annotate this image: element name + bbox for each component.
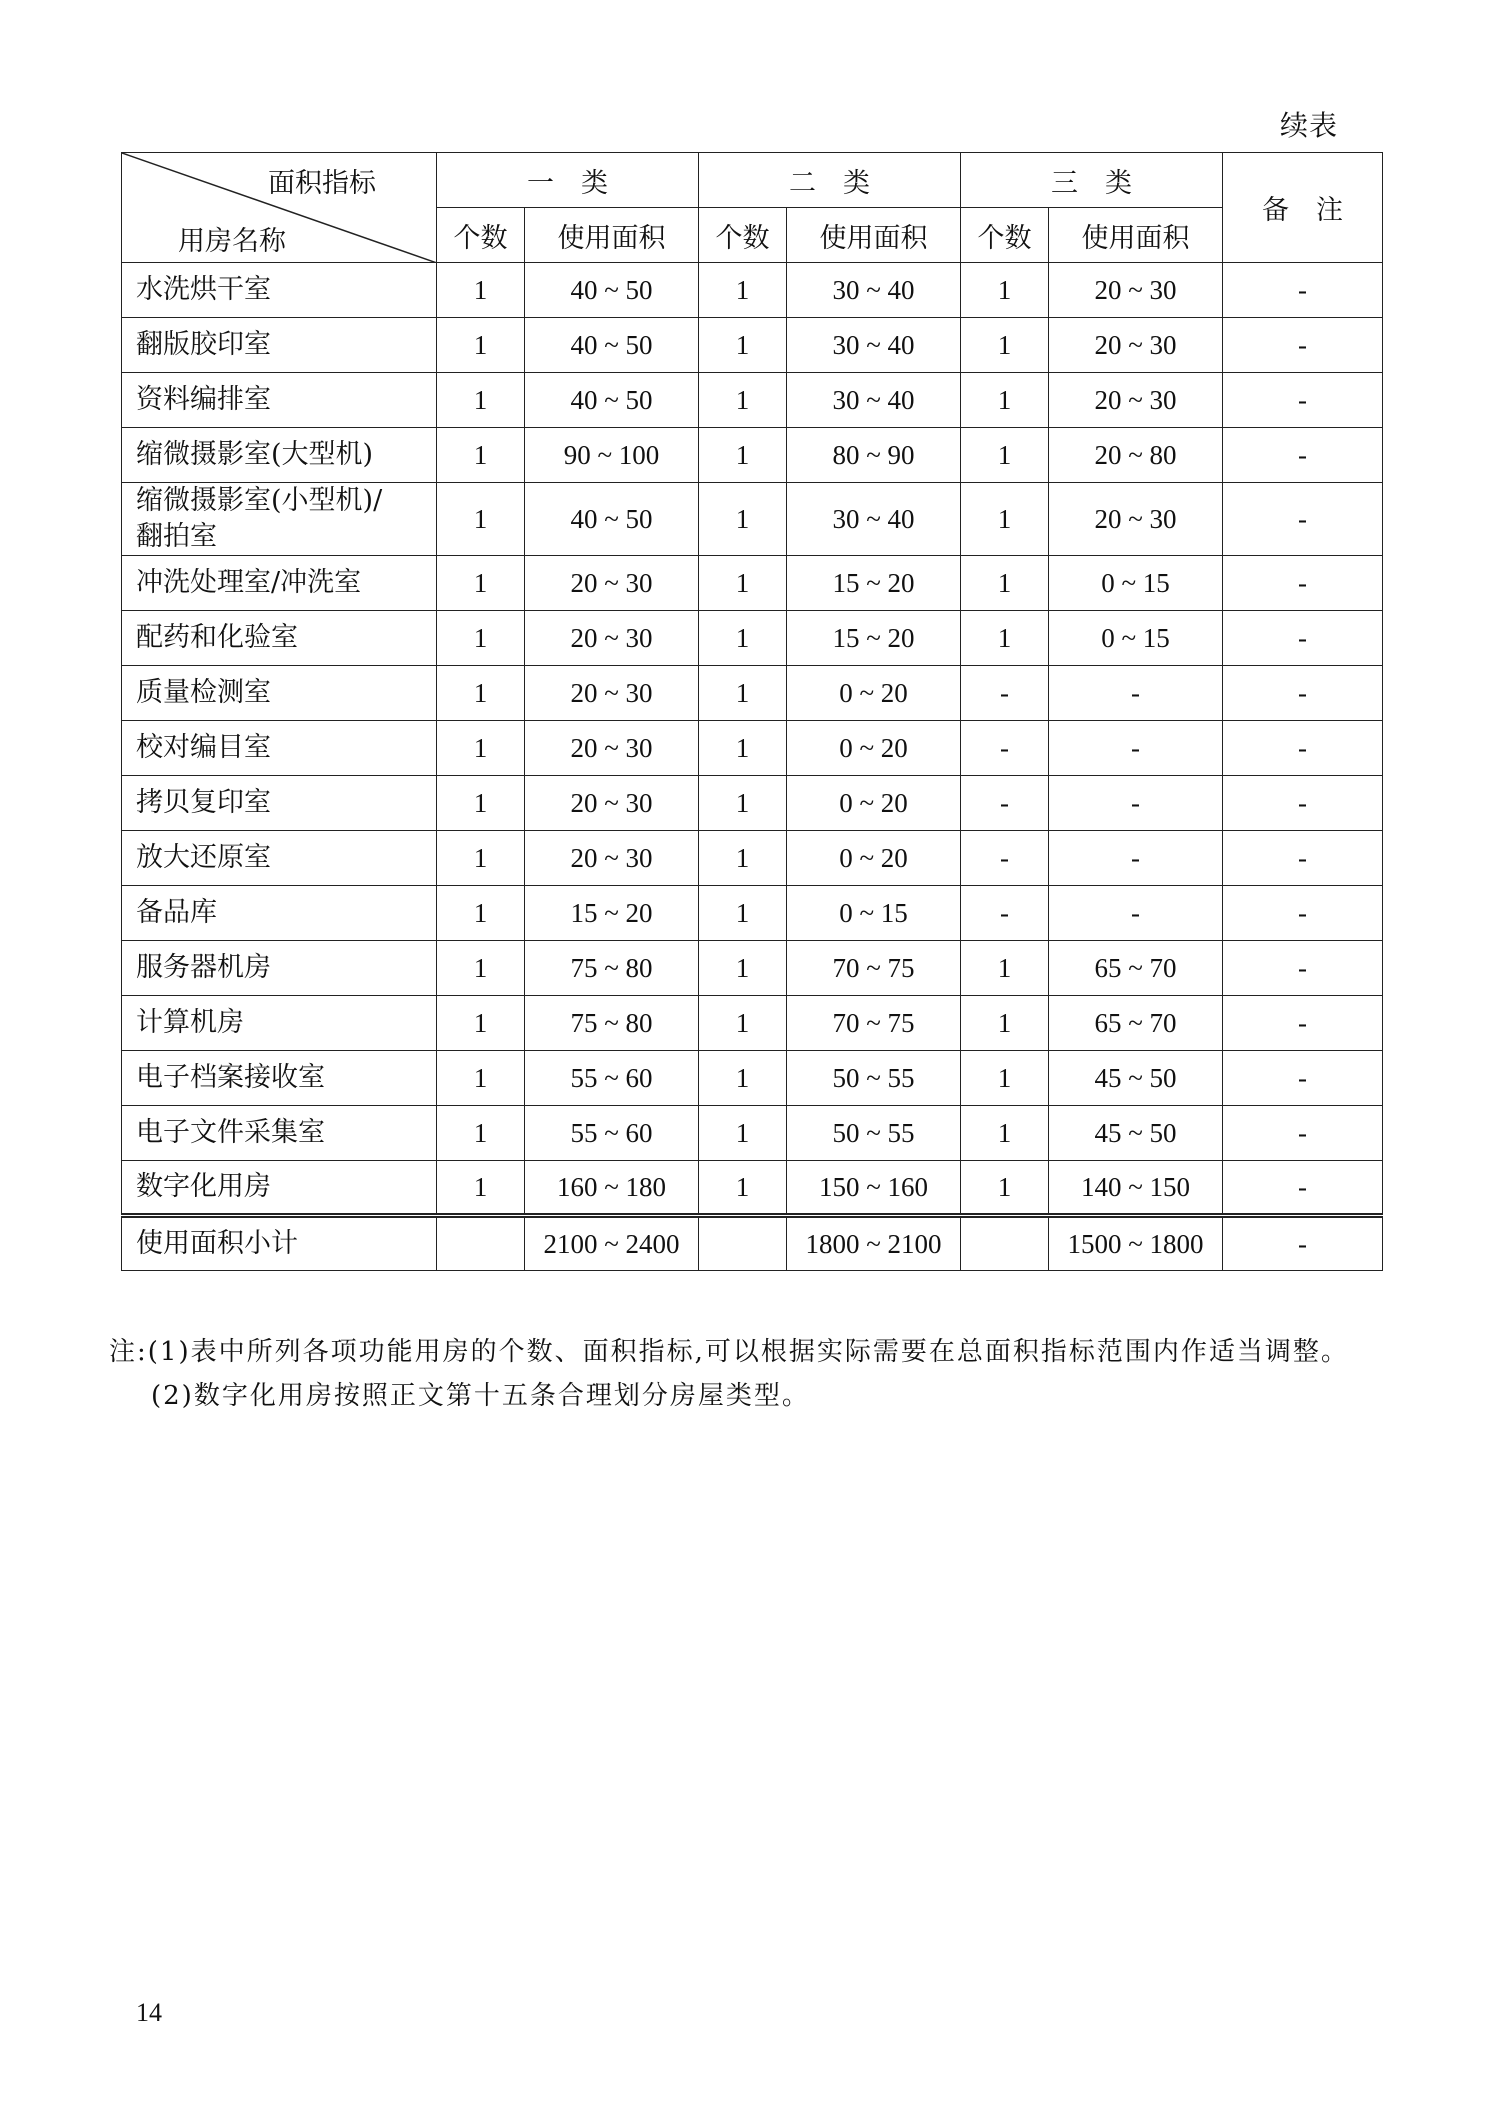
room-name: 放大还原室 xyxy=(136,842,271,873)
class1-area: 90 ~ 100 xyxy=(525,428,699,483)
class2-count: 1 xyxy=(699,941,787,996)
remarks-cell: - xyxy=(1223,263,1383,318)
class3-count: - xyxy=(961,776,1049,831)
room-name-cell xyxy=(122,721,437,776)
class3-area: 20 ~ 30 xyxy=(1049,483,1223,556)
class1-count: 1 xyxy=(437,776,525,831)
room-name-cell xyxy=(122,483,437,556)
class2-area: 0 ~ 20 xyxy=(787,831,961,886)
class3-area: 65 ~ 70 xyxy=(1049,941,1223,996)
class2-area: 30 ~ 40 xyxy=(787,483,961,556)
class2-area: 1800 ~ 2100 xyxy=(787,1216,961,1271)
room-name-cell xyxy=(122,886,437,941)
class3-area: 45 ~ 50 xyxy=(1049,1051,1223,1106)
class1-count: 1 xyxy=(437,1161,525,1216)
class1-count: 1 xyxy=(437,666,525,721)
table-row xyxy=(122,1161,1383,1216)
class2-count: 1 xyxy=(699,483,787,556)
area-standard-table xyxy=(121,152,1383,1271)
class3-area: 20 ~ 30 xyxy=(1049,318,1223,373)
remarks-cell: - xyxy=(1223,776,1383,831)
header-class-3: 三 类 xyxy=(961,153,1223,208)
room-name: 水洗烘干室 xyxy=(136,274,271,305)
class1-area: 55 ~ 60 xyxy=(525,1106,699,1161)
table-row xyxy=(122,263,1383,318)
class1-count: 1 xyxy=(437,721,525,776)
class3-area: - xyxy=(1049,776,1223,831)
class2-area: 80 ~ 90 xyxy=(787,428,961,483)
header-area: 使用面积 xyxy=(525,208,699,263)
class2-count: 1 xyxy=(699,1161,787,1216)
room-name-cell xyxy=(122,1051,437,1106)
table-row xyxy=(122,666,1383,721)
class1-count: 1 xyxy=(437,373,525,428)
table-notes xyxy=(109,1330,1409,1418)
remarks-cell: - xyxy=(1223,1051,1383,1106)
room-name: 资料编排室 xyxy=(136,384,271,415)
class1-count: 1 xyxy=(437,996,525,1051)
class1-area: 20 ~ 30 xyxy=(525,666,699,721)
table-row xyxy=(122,428,1383,483)
header-row-1 xyxy=(122,153,1383,208)
class2-area: 30 ~ 40 xyxy=(787,373,961,428)
class2-area: 0 ~ 20 xyxy=(787,776,961,831)
table-row xyxy=(122,941,1383,996)
class1-area: 15 ~ 20 xyxy=(525,886,699,941)
header-area-index: 面积指标 xyxy=(268,168,376,199)
note-1: 注:(1)表中所列各项功能用房的个数、面积指标,可以根据实际需要在总面积指标范围内作适当调整。 xyxy=(109,1337,1349,1367)
remarks-cell: - xyxy=(1223,941,1383,996)
table-row xyxy=(122,721,1383,776)
room-name-cell xyxy=(122,831,437,886)
room-name-cell xyxy=(122,373,437,428)
room-name: 备品库 xyxy=(136,897,217,928)
header-count: 个数 xyxy=(699,208,787,263)
class1-area: 55 ~ 60 xyxy=(525,1051,699,1106)
header-class-1: 一 类 xyxy=(437,153,699,208)
class1-count: 1 xyxy=(437,318,525,373)
room-name: 校对编目室 xyxy=(136,732,271,763)
class3-area: - xyxy=(1049,831,1223,886)
class3-count: 1 xyxy=(961,483,1049,556)
class1-count: 1 xyxy=(437,263,525,318)
class1-area: 20 ~ 30 xyxy=(525,611,699,666)
table-row xyxy=(122,1106,1383,1161)
page-number: 14 xyxy=(136,1998,162,2027)
class3-area: 65 ~ 70 xyxy=(1049,996,1223,1051)
class2-count xyxy=(699,1216,787,1271)
table-row xyxy=(122,996,1383,1051)
class3-count: 1 xyxy=(961,1161,1049,1216)
class3-count: - xyxy=(961,666,1049,721)
diagonal-header-cell xyxy=(122,153,437,263)
class2-count: 1 xyxy=(699,666,787,721)
room-name: 翻版胶印室 xyxy=(136,329,271,360)
remarks-cell: - xyxy=(1223,428,1383,483)
class2-area: 15 ~ 20 xyxy=(787,611,961,666)
class1-count xyxy=(437,1216,525,1271)
class2-count: 1 xyxy=(699,556,787,611)
class2-area: 0 ~ 20 xyxy=(787,666,961,721)
class3-count: 1 xyxy=(961,263,1049,318)
class3-count xyxy=(961,1216,1049,1271)
class3-count: 1 xyxy=(961,556,1049,611)
remarks-cell: - xyxy=(1223,886,1383,941)
remarks-cell: - xyxy=(1223,666,1383,721)
class3-area: 20 ~ 80 xyxy=(1049,428,1223,483)
room-name-cell xyxy=(122,776,437,831)
class1-area: 40 ~ 50 xyxy=(525,373,699,428)
class3-area: - xyxy=(1049,666,1223,721)
table-row xyxy=(122,886,1383,941)
class1-area: 20 ~ 30 xyxy=(525,831,699,886)
room-name: 冲洗处理室/冲洗室 xyxy=(136,567,362,598)
remarks-cell: - xyxy=(1223,1216,1383,1271)
remarks-cell: - xyxy=(1223,373,1383,428)
remarks-cell: - xyxy=(1223,556,1383,611)
class2-count: 1 xyxy=(699,428,787,483)
room-name: 服务器机房 xyxy=(136,952,271,983)
class2-count: 1 xyxy=(699,831,787,886)
room-name-cell xyxy=(122,1106,437,1161)
class3-area: 1500 ~ 1800 xyxy=(1049,1216,1223,1271)
room-name: 拷贝复印室 xyxy=(136,787,271,818)
class2-count: 1 xyxy=(699,996,787,1051)
room-name: 缩微摄影室(大型机) xyxy=(136,439,374,470)
room-name-cell xyxy=(122,1161,437,1216)
class2-count: 1 xyxy=(699,1051,787,1106)
table-row xyxy=(122,318,1383,373)
remarks-cell: - xyxy=(1223,318,1383,373)
class3-count: 1 xyxy=(961,1051,1049,1106)
table-row xyxy=(122,373,1383,428)
room-name: 配药和化验室 xyxy=(136,622,298,653)
class3-count: 1 xyxy=(961,996,1049,1051)
class1-count: 1 xyxy=(437,428,525,483)
class2-count: 1 xyxy=(699,776,787,831)
class1-count: 1 xyxy=(437,611,525,666)
class2-area: 50 ~ 55 xyxy=(787,1106,961,1161)
room-name-cell xyxy=(122,941,437,996)
class3-count: 1 xyxy=(961,318,1049,373)
header-count: 个数 xyxy=(961,208,1049,263)
class2-count: 1 xyxy=(699,318,787,373)
room-name-line-2: 翻拍室 xyxy=(136,521,217,552)
class3-area: 0 ~ 15 xyxy=(1049,556,1223,611)
room-name-cell xyxy=(122,611,437,666)
remarks-cell: - xyxy=(1223,721,1383,776)
room-name-cell xyxy=(122,263,437,318)
class3-area: 45 ~ 50 xyxy=(1049,1106,1223,1161)
table-row xyxy=(122,556,1383,611)
header-remarks: 备 注 xyxy=(1223,153,1383,263)
class3-count: 1 xyxy=(961,611,1049,666)
class2-area: 0 ~ 20 xyxy=(787,721,961,776)
class1-count: 1 xyxy=(437,483,525,556)
class1-count: 1 xyxy=(437,1106,525,1161)
class2-count: 1 xyxy=(699,611,787,666)
class2-area: 150 ~ 160 xyxy=(787,1161,961,1216)
class3-count: - xyxy=(961,886,1049,941)
class2-count: 1 xyxy=(699,373,787,428)
class3-count: 1 xyxy=(961,373,1049,428)
room-name-cell xyxy=(122,996,437,1051)
class2-count: 1 xyxy=(699,721,787,776)
room-name-cell xyxy=(122,428,437,483)
remarks-cell: - xyxy=(1223,831,1383,886)
remarks-cell: - xyxy=(1223,1161,1383,1216)
class2-area: 70 ~ 75 xyxy=(787,996,961,1051)
class3-count: 1 xyxy=(961,941,1049,996)
room-name-cell xyxy=(122,666,437,721)
class3-area: 140 ~ 150 xyxy=(1049,1161,1223,1216)
room-name-cell xyxy=(122,556,437,611)
class1-area: 40 ~ 50 xyxy=(525,318,699,373)
class2-area: 30 ~ 40 xyxy=(787,318,961,373)
class1-area: 160 ~ 180 xyxy=(525,1161,699,1216)
class3-area: 0 ~ 15 xyxy=(1049,611,1223,666)
header-room-name: 用房名称 xyxy=(178,226,286,257)
table-row xyxy=(122,611,1383,666)
class1-count: 1 xyxy=(437,886,525,941)
remarks-cell: - xyxy=(1223,611,1383,666)
table-row xyxy=(122,776,1383,831)
room-name: 电子文件采集室 xyxy=(136,1117,325,1148)
class2-count: 1 xyxy=(699,263,787,318)
room-name: 使用面积小计 xyxy=(136,1228,298,1259)
table-row xyxy=(122,831,1383,886)
class1-count: 1 xyxy=(437,556,525,611)
class3-count: 1 xyxy=(961,428,1049,483)
room-name-cell xyxy=(122,1216,437,1271)
class1-count: 1 xyxy=(437,1051,525,1106)
remarks-cell: - xyxy=(1223,1106,1383,1161)
class2-area: 70 ~ 75 xyxy=(787,941,961,996)
room-name: 质量检测室 xyxy=(136,677,271,708)
note-2: (2)数字化用房按照正文第十五条合理划分房屋类型。 xyxy=(151,1381,810,1411)
class2-area: 15 ~ 20 xyxy=(787,556,961,611)
class1-area: 75 ~ 80 xyxy=(525,996,699,1051)
header-count: 个数 xyxy=(437,208,525,263)
room-name: 电子档案接收室 xyxy=(136,1062,325,1093)
table-row xyxy=(122,1051,1383,1106)
table-row xyxy=(122,483,1383,556)
header-area: 使用面积 xyxy=(787,208,961,263)
class1-count: 1 xyxy=(437,941,525,996)
class3-area: - xyxy=(1049,886,1223,941)
room-name: 数字化用房 xyxy=(136,1171,271,1202)
room-name-cell xyxy=(122,318,437,373)
remarks-cell: - xyxy=(1223,483,1383,556)
class3-count: 1 xyxy=(961,1106,1049,1161)
class3-area: 20 ~ 30 xyxy=(1049,373,1223,428)
class3-count: - xyxy=(961,831,1049,886)
remarks-cell: - xyxy=(1223,996,1383,1051)
class1-area: 20 ~ 30 xyxy=(525,721,699,776)
class1-area: 40 ~ 50 xyxy=(525,483,699,556)
continued-label: 续表 xyxy=(1279,109,1338,142)
class1-area: 40 ~ 50 xyxy=(525,263,699,318)
header-class-2: 二 类 xyxy=(699,153,961,208)
class3-area: - xyxy=(1049,721,1223,776)
class2-count: 1 xyxy=(699,1106,787,1161)
class3-count: - xyxy=(961,721,1049,776)
room-name: 计算机房 xyxy=(136,1007,244,1038)
class2-area: 50 ~ 55 xyxy=(787,1051,961,1106)
header-area: 使用面积 xyxy=(1049,208,1223,263)
class2-area: 30 ~ 40 xyxy=(787,263,961,318)
class2-count: 1 xyxy=(699,886,787,941)
class1-area: 20 ~ 30 xyxy=(525,556,699,611)
class1-area: 75 ~ 80 xyxy=(525,941,699,996)
subtotal-row xyxy=(122,1216,1383,1271)
class1-count: 1 xyxy=(437,831,525,886)
room-name: 缩微摄影室(小型机)/ xyxy=(136,485,383,516)
class2-area: 0 ~ 15 xyxy=(787,886,961,941)
class1-area: 2100 ~ 2400 xyxy=(525,1216,699,1271)
class3-area: 20 ~ 30 xyxy=(1049,263,1223,318)
class1-area: 20 ~ 30 xyxy=(525,776,699,831)
